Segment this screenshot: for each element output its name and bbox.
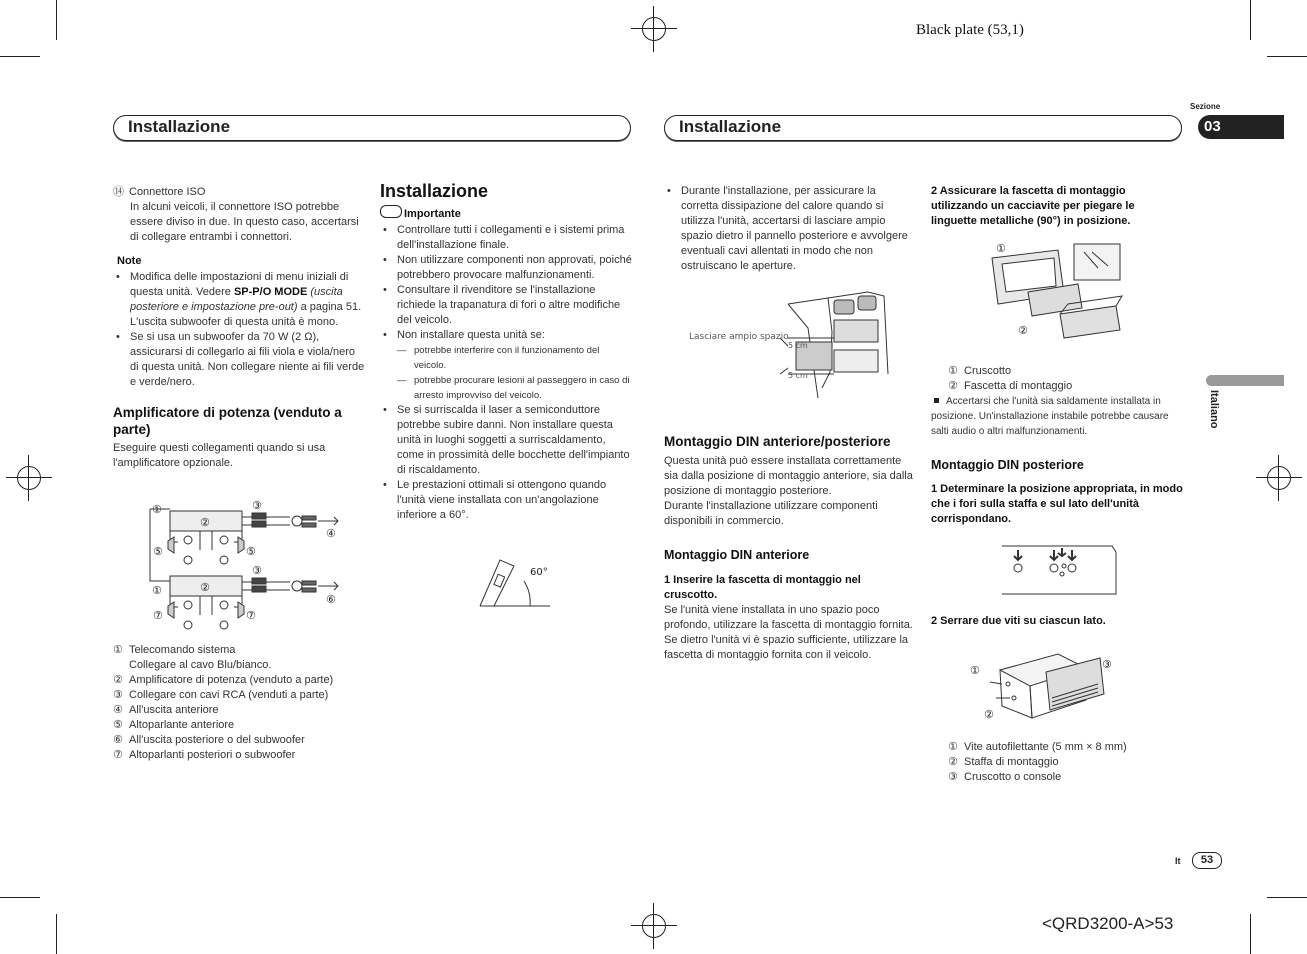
legend-number: ②: [113, 674, 123, 686]
legend-item: [113, 718, 373, 733]
svg-text:②: ②: [200, 516, 210, 529]
important-item: • Le prestazioni ottimali si ottengono quando l'unità viene installata con un'angolazione inferiore a 60°.: [380, 478, 632, 523]
header-left: [113, 115, 631, 141]
dashboard-space-diagram: [688, 288, 890, 400]
amp-legend: [113, 643, 373, 763]
sezione-badge: [1198, 115, 1284, 139]
legend-item: [113, 673, 373, 688]
page-number: 53: [1192, 852, 1222, 869]
legend-number: ⑦: [113, 749, 123, 761]
sezione-number: 03: [1204, 118, 1221, 135]
svg-text:⑤: ⑤: [246, 545, 256, 558]
important-item: • Controllare tutti i collegamenti e i sistemi prima dell'installazione finale.: [380, 223, 632, 253]
rear-step-1: 1 Determinare la posizione appropriata, in modo che i fori sulla staffa e sul lato dell'unità corrispondano.: [931, 483, 1183, 525]
important-item: • Se si surriscalda il laser a semiconduttore potrebbe subire danni. Non installare questa unità in luoghi soggetti a surriscaldamento, come in prossimità delle bocchette dell'impianto di riscaldamento.: [380, 403, 632, 478]
angle-diagram: [470, 555, 560, 610]
legend-number: ③: [948, 771, 958, 783]
amp-title: Amplificatore di potenza (venduto a parte): [113, 405, 342, 437]
registration-mark: [642, 914, 666, 938]
legend-item: [948, 364, 1188, 379]
column-3-lower: [664, 433, 916, 663]
header-left-title: Installazione: [128, 117, 231, 136]
legend-item: [113, 733, 373, 748]
cm-label: 5 cm: [788, 371, 808, 380]
legend-number: ③: [113, 689, 123, 701]
legend-number: ①: [113, 644, 123, 656]
legend-item: [113, 748, 373, 763]
legend-item: [948, 755, 1188, 770]
note-text: L'uscita subwoofer di questa unità è mono.: [130, 316, 339, 328]
legend-text: Vite autofilettante (5 mm × 8 mm): [964, 741, 1127, 753]
svg-text:①: ①: [152, 503, 162, 516]
crop-mark: [1267, 56, 1307, 57]
important-item: • Consultare il rivenditore se l'installazione richiede la trapanatura di fori o altre modifiche del veicolo.: [380, 283, 632, 328]
crop-mark: [1250, 0, 1251, 40]
column-2: [380, 181, 632, 523]
bracket-holes-diagram: [1002, 542, 1118, 598]
rear-din-title: Montaggio DIN posteriore: [931, 458, 1084, 472]
plate-label: Black plate (53,1): [916, 22, 1024, 38]
rear-step-2: 2 Serrare due viti su ciascun lato.: [931, 615, 1106, 627]
svg-text:①: ①: [152, 584, 162, 597]
svg-text:③: ③: [252, 499, 262, 512]
side-tab: [1204, 390, 1224, 450]
legend-text: All'uscita posteriore o del subwoofer: [129, 734, 305, 746]
importante-heading: [380, 205, 632, 222]
step-2: 2 Assicurare la fascetta di montaggio utilizzando un cacciavite per piegare le linguette metalliche (90°) in posizione.: [931, 185, 1135, 227]
iso-number: ⑭: [113, 186, 124, 198]
note-text: a pagina 51.: [297, 301, 362, 313]
registration-mark: [1267, 466, 1291, 490]
importante-label: Importante: [404, 208, 461, 220]
legend-text: Cruscotto o console: [964, 771, 1062, 783]
crop-mark: [0, 56, 40, 57]
note-text: Modifica delle impostazioni di menu iniziali di questa unità. Vedere: [130, 271, 349, 298]
iso-title: Connettore ISO: [129, 186, 206, 198]
cm-label: 5 cm: [788, 341, 808, 350]
svg-text:⑤: ⑤: [153, 545, 163, 558]
column-1: [113, 185, 365, 471]
note-item: • Se si usa un subwoofer da 70 W (2 Ω), assicurarsi di collegarlo ai fili viola e viola/nero di questa unità. Non collegare niente ai fili verde e verde/nero.: [113, 330, 365, 390]
footer-code: <QRD3200-A>53: [1042, 914, 1174, 933]
lang-code: It: [1175, 856, 1181, 866]
sub-item: — potrebbe procurare lesioni al passeggero in caso di arresto improvviso del veicolo.: [397, 373, 632, 403]
svg-text:②: ②: [984, 708, 994, 721]
important-item: • Non utilizzare componenti non approvati, poiché potrebbero provocare malfunzionamenti.: [380, 253, 632, 283]
warning-note: [931, 394, 1183, 439]
legend-item: [948, 770, 1188, 785]
svg-text:②: ②: [200, 581, 210, 594]
legend-text: Telecomando sistema: [129, 644, 236, 656]
iso-text: In alcuni veicoli, il connettore ISO potrebbe essere diviso in due. In questo caso, accertarsi di collegare entrambi i connettori.: [130, 201, 359, 243]
legend-number: ④: [113, 704, 123, 716]
side-tab-label: Italiano: [1208, 390, 1220, 429]
sezione-label: Sezione: [1190, 102, 1221, 111]
step-1-text: Se l'unità viene installata in uno spazio poco profondo, utilizzare la fascetta di montaggio fornita. Se dietro l'unità vi è spazio sufficiente, utilizzare la fascetta di montaggio fornita con il veicolo.: [664, 604, 913, 661]
front-din-title: Montaggio DIN anteriore: [664, 548, 810, 562]
screw-mount-diagram: [966, 648, 1118, 728]
warning-hand-icon: [380, 205, 402, 218]
screw-legend: [948, 740, 1188, 785]
registration-mark: [17, 466, 41, 490]
legend-number: ①: [948, 741, 958, 753]
side-tab-bar: [1206, 375, 1284, 386]
header-right-title: Installazione: [679, 117, 782, 136]
svg-text:①: ①: [970, 664, 980, 677]
svg-text:④: ④: [326, 527, 336, 540]
legend-text: Cruscotto: [964, 365, 1012, 377]
legend-text: Fascetta di montaggio: [964, 380, 1073, 392]
legend-number: ⑤: [113, 719, 123, 731]
svg-text:③: ③: [1102, 658, 1112, 671]
heat-item: • Durante l'installazione, per assicurare la corretta dissipazione del calore quando si utilizza l'unità, accertarsi di lasciare ampio spazio dietro il pannello posteriore e avvolgere eventuali cavi allentati in modo che non ostruiscano le aperture.: [664, 184, 916, 274]
legend-item: [113, 658, 373, 673]
legend-number: ②: [948, 380, 958, 392]
note-ref-bold: SP-P/O MODE: [233, 286, 308, 298]
legend-text: Collegare con cavi RCA (venduti a parte): [129, 689, 329, 701]
note-ref-italic: (uscita posteriore e impostazione pre-out): [130, 286, 343, 313]
legend-text: Amplificatore di potenza (venduto a parte): [129, 674, 334, 686]
legend-item: [948, 740, 1188, 755]
din-text: Durante l'installazione utilizzare componenti disponibili in commercio.: [664, 500, 878, 527]
space-label: Lasciare ampio spazio: [689, 332, 789, 342]
legend-number: ⑥: [113, 734, 123, 746]
svg-text:⑦: ⑦: [246, 609, 256, 622]
angle-label: 60°: [530, 567, 548, 578]
important-item: • Non installare questa unità se:: [380, 328, 632, 343]
legend-text: All'uscita anteriore: [129, 704, 219, 716]
svg-text:⑦: ⑦: [153, 609, 163, 622]
svg-text:②: ②: [1018, 324, 1028, 337]
din-title: Montaggio DIN anteriore/posteriore: [664, 434, 891, 449]
amp-text: Eseguire questi collegamenti quando si usa l'amplificatore opzionale.: [113, 442, 326, 469]
warning-text: Accertarsi che l'unità sia saldamente installata in posizione. Un'installazione instabile potrebbe causare salti audio o altri malfunzionamenti.: [931, 396, 1169, 437]
legend-item: [113, 688, 373, 703]
column-4: [931, 184, 1183, 229]
legend-number: ①: [948, 365, 958, 377]
legend-text: Altoparlante anteriore: [129, 719, 235, 731]
crop-mark: [1250, 914, 1251, 954]
install-title: Installazione: [380, 181, 489, 201]
amplifier-wiring-diagram: [140, 497, 370, 632]
crop-mark: [56, 914, 57, 954]
mounting-sleeve-diagram: [988, 238, 1128, 342]
legend-text: Altoparlanti posteriori o subwoofer: [129, 749, 296, 761]
sub-item: — potrebbe interferire con il funzionamento del veicolo.: [397, 343, 632, 373]
note-item: [113, 270, 365, 330]
legend-item: [113, 643, 373, 658]
header-right: [664, 115, 1182, 141]
legend-item: [113, 703, 373, 718]
crop-mark: [0, 897, 40, 898]
svg-text:⑥: ⑥: [326, 593, 336, 606]
legend-text: Staffa di montaggio: [964, 756, 1059, 768]
din-text: Questa unità può essere installata correttamente sia dalla posizione di montaggio anteriore, sia dalla posizione di montaggio posteriore.: [664, 455, 913, 497]
legend-number: ②: [948, 756, 958, 768]
column-3: [664, 184, 916, 274]
crop-mark: [1267, 897, 1307, 898]
crop-mark: [56, 0, 57, 40]
square-bullet-icon: [934, 398, 939, 403]
rear-step-2-block: [931, 614, 1183, 629]
column-4-lower: [931, 394, 1183, 527]
legend-item: [948, 379, 1188, 394]
sleeve-legend: [948, 364, 1188, 394]
svg-text:①: ①: [996, 242, 1006, 255]
note-title: Note: [117, 255, 142, 267]
legend-text: Collegare al cavo Blu/bianco.: [129, 659, 272, 671]
step-1: 1 Inserire la fascetta di montaggio nel cruscotto.: [664, 574, 861, 601]
svg-text:③: ③: [252, 564, 262, 577]
registration-mark: [642, 17, 666, 41]
